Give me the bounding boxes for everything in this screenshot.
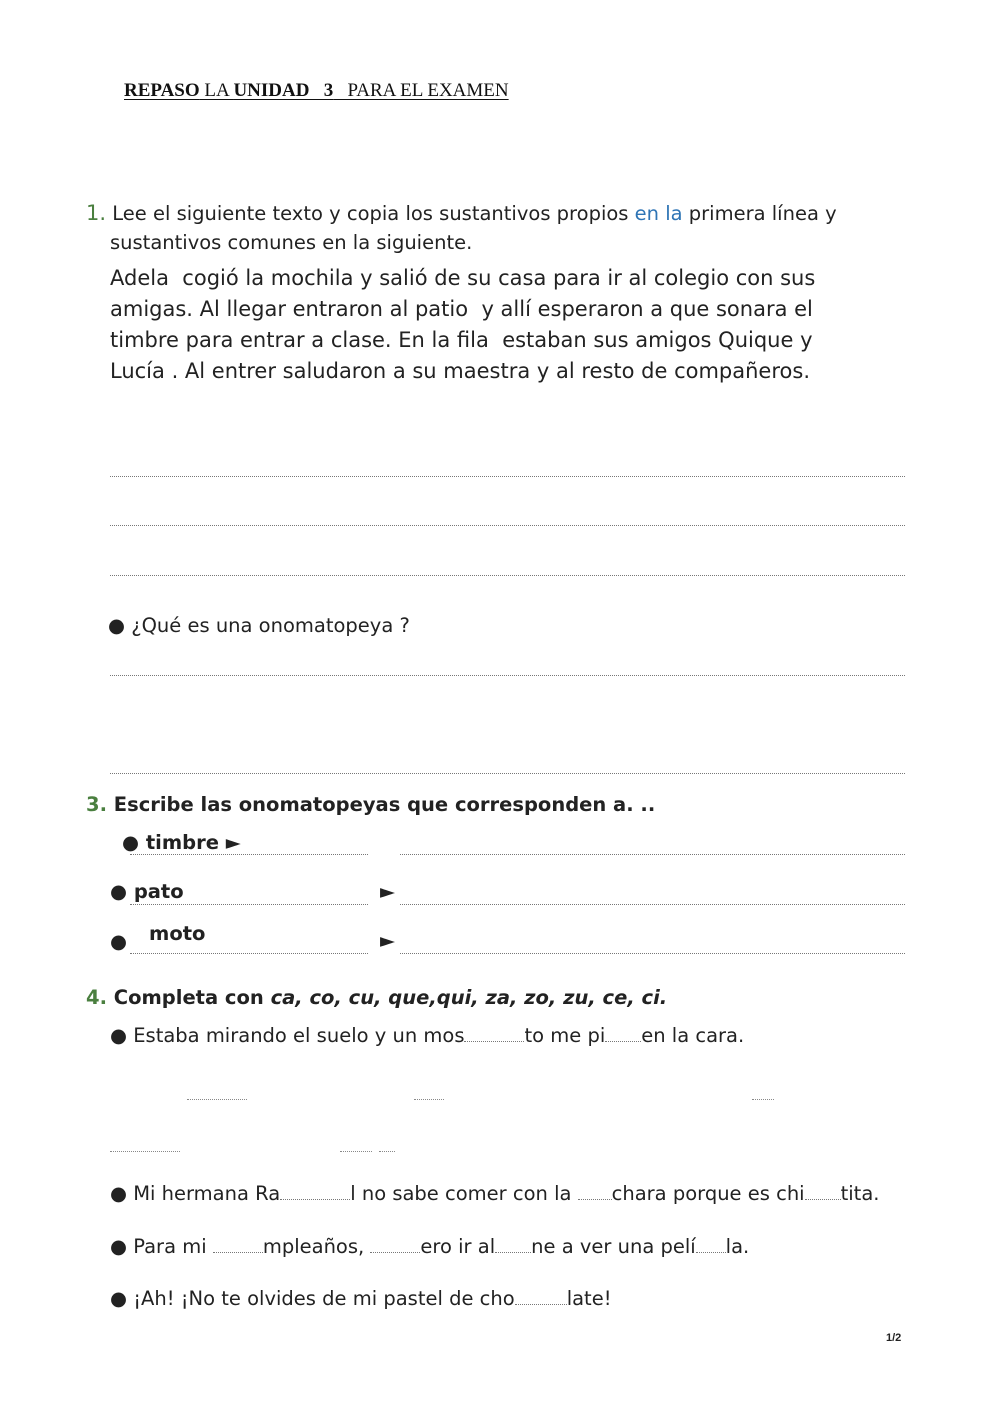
answer-line[interactable] xyxy=(130,904,368,905)
fill-blank[interactable] xyxy=(515,1286,567,1305)
fill-blank[interactable] xyxy=(578,1181,612,1200)
answer-line[interactable] xyxy=(110,675,905,676)
item-moto: moto xyxy=(149,922,206,945)
fill-blank[interactable] xyxy=(464,1023,524,1042)
fill-blank[interactable] xyxy=(805,1181,841,1200)
answer-line[interactable] xyxy=(130,854,368,855)
item-timbre: ● timbre ► xyxy=(122,831,241,854)
item-moto-bullet: ● xyxy=(110,930,128,953)
fill-blank[interactable] xyxy=(696,1234,726,1253)
stray-dots xyxy=(340,1151,372,1152)
sentence-2: ● Mi hermana Ra l no sabe comer con la chara porque es chi tita. xyxy=(110,1182,880,1205)
question-3-number: 3. xyxy=(86,793,107,816)
stray-dots xyxy=(110,1151,180,1152)
arrow-icon: ► xyxy=(380,880,395,903)
answer-line[interactable] xyxy=(110,773,905,774)
fill-blank[interactable] xyxy=(370,1234,420,1253)
fill-blank[interactable] xyxy=(495,1234,531,1253)
arrow-icon: ► xyxy=(380,929,395,952)
answer-line[interactable] xyxy=(400,854,905,855)
answer-line[interactable] xyxy=(110,476,905,477)
question-1-number: 1. xyxy=(86,201,107,225)
answer-line[interactable] xyxy=(400,953,905,954)
arrow-icon: ► xyxy=(225,831,241,854)
fill-blank[interactable] xyxy=(280,1181,350,1200)
answer-line[interactable] xyxy=(130,953,368,954)
page-title: REPASO LA UNIDAD 3 PARA EL EXAMEN xyxy=(124,80,509,101)
stray-dots xyxy=(379,1151,395,1152)
stray-dots xyxy=(414,1099,444,1100)
answer-line[interactable] xyxy=(400,904,905,905)
sentence-4: ● ¡Ah! ¡No te olvides de mi pastel de cho late! xyxy=(110,1287,612,1310)
reading-paragraph: Adela cogió la mochila y salió de su casa para ir al colegio con sus amigas. Al llegar entraron al patio y allí esperaron a que sonara el timbre para entrar a clase. En la fila estaban sus amigos Quique y Lucía . Al entrer saludaron a su maestra y al resto de compañeros. xyxy=(110,266,816,383)
sentence-1: ● Estaba mirando el suelo y un mos to me pi en la cara. xyxy=(110,1024,745,1047)
sentence-3: ● Para mi mpleaños, ero ir al ne a ver una pelí la. xyxy=(110,1235,750,1258)
onomatopeya-question: ● ¿Qué es una onomatopeya ? xyxy=(108,614,410,637)
answer-line[interactable] xyxy=(110,575,905,576)
stray-dots xyxy=(187,1099,247,1100)
item-pato: ● pato xyxy=(110,880,184,903)
question-4-number: 4. xyxy=(86,986,107,1009)
fill-blank[interactable] xyxy=(213,1234,263,1253)
fill-blank[interactable] xyxy=(605,1023,641,1042)
question-4-instruction: 4. Completa con ca, co, cu, que,qui, za, zo, zu, ce, ci. xyxy=(86,986,668,1009)
question-3-instruction: 3. Escribe las onomatopeyas que corresponden a. .. xyxy=(86,793,656,816)
answer-line[interactable] xyxy=(110,525,905,526)
page-number: 1/2 xyxy=(886,1332,902,1344)
question-1-instruction: 1. Lee el siguiente texto y copia los sustantivos propios en la primera línea y sustantivos comunes en la siguiente. xyxy=(86,201,837,254)
stray-dots xyxy=(752,1099,774,1100)
